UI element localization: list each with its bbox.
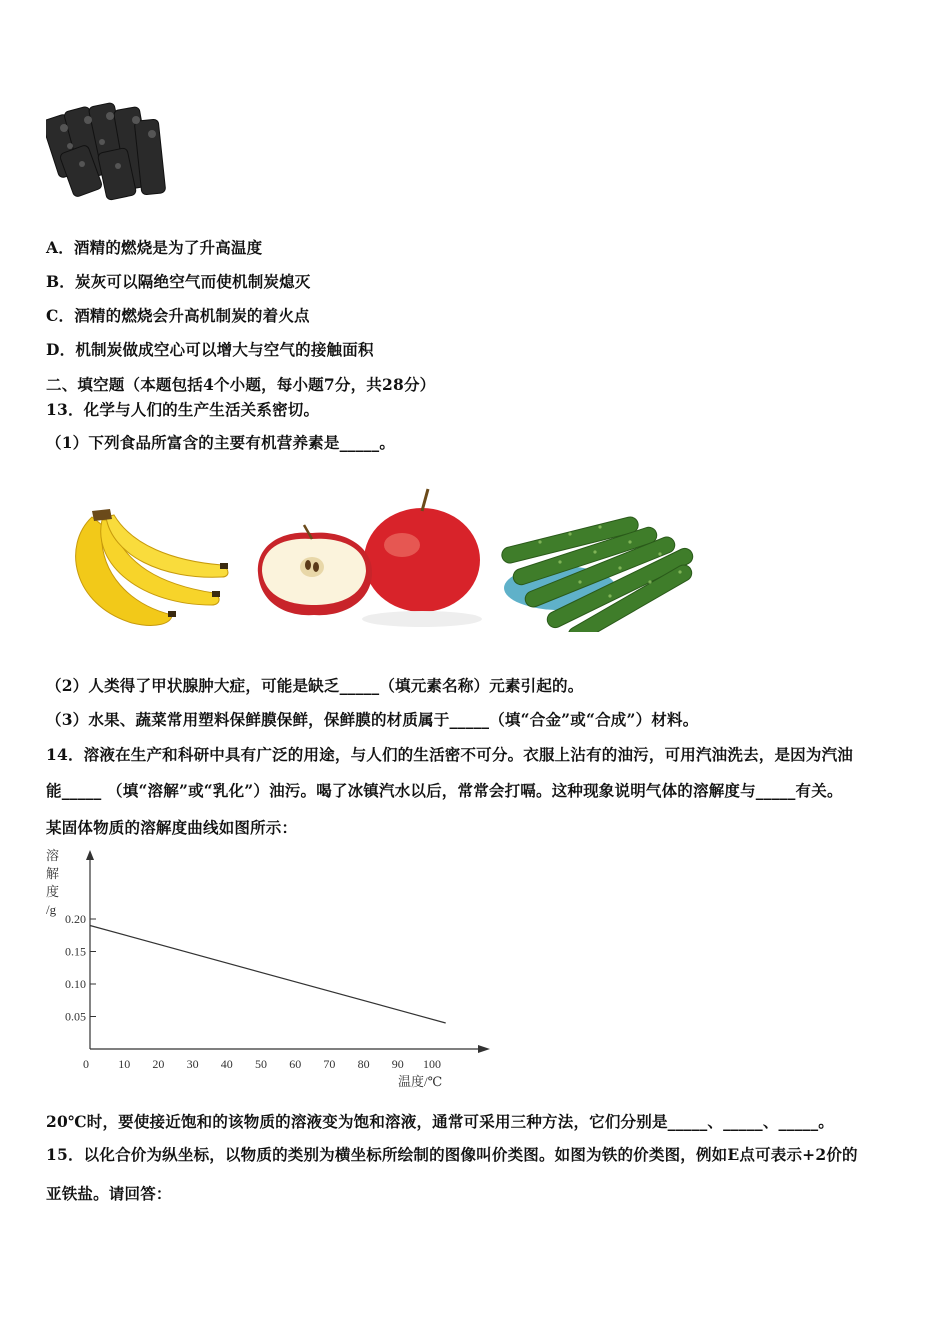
q14-line1: 14．溶液在生产和科研中具有广泛的用途，与人们的生活密不可分。衣服上沾有的油污，可用汽油洗去，是因为汽油 (46, 745, 853, 764)
x-axis-arrow (478, 1045, 490, 1053)
q14-line2: 能_____ （填“溶解”或“乳化”）油污。喝了冰镇汽水以后，常常会打嗝。这种现象说明气体的溶解度与_____有关。 (46, 781, 843, 800)
q13-part3: （3）水果、蔬菜常用塑料保鲜膜保鲜，保鲜膜的材质属于_____（填“合金”或“合成”）材料。 (46, 710, 699, 729)
x-tick-label: 20 (152, 1057, 165, 1071)
x-tick-label: 100 (423, 1057, 441, 1071)
q13-part1: （1）下列食品所富含的主要有机营养素是_____。 (46, 433, 396, 452)
y-axis-arrow (86, 850, 94, 860)
solubility-chart (44, 844, 496, 1092)
q14-line4: 20℃时，要使接近饱和的该物质的溶液变为饱和溶液，通常可采用三种方法，它们分别是_____、_____、_____。 (46, 1112, 834, 1131)
y-tick-label: 0.20 (65, 912, 86, 926)
y-tick-label: 0.05 (65, 1009, 86, 1024)
y-tick-label: 0.10 (65, 977, 86, 991)
x-tick-label: 0 (83, 1057, 89, 1071)
cucumber-image (500, 492, 705, 632)
option-d: D．机制炭做成空心可以增大与空气的接触面积 (46, 340, 374, 359)
x-tick-label: 60 (289, 1057, 302, 1071)
x-tick-label: 30 (186, 1057, 199, 1071)
solubility-curve (90, 926, 446, 1024)
y-tick-label: 0.15 (65, 944, 86, 959)
banana-image (62, 505, 232, 630)
x-tick-label: 10 (118, 1057, 131, 1071)
x-tick-label: 80 (357, 1057, 370, 1071)
x-tick-label: 70 (323, 1057, 336, 1071)
y-axis-label-char: 解 (46, 866, 60, 881)
x-tick-label: 90 (391, 1057, 404, 1071)
y-axis-label-char: 溶 (46, 848, 60, 863)
x-tick-label: 40 (220, 1057, 233, 1071)
q13-part2: （2）人类得了甲状腺肿大症，可能是缺乏_____（填元素名称）元素引起的。 (46, 676, 584, 695)
x-axis-label: 温度/℃ (398, 1074, 443, 1089)
section-heading: 二、填空题（本题包括4个小题，每小题7分，共28分） (46, 375, 436, 394)
y-axis-label (46, 848, 59, 917)
q14-line3: 某固体物质的溶解度曲线如图所示： (46, 818, 298, 837)
q15-line1: 15．以化合价为纵坐标，以物质的类别为横坐标所绘制的图像叫价类图。如图为铁的价类图，例如E点可表示+2价的 (46, 1145, 858, 1164)
apple-image (252, 485, 482, 635)
q15-line2: 亚铁盐。请回答： (46, 1184, 172, 1203)
x-tick-label: 50 (255, 1057, 267, 1071)
option-c: C．酒精的燃烧会升高机制炭的着火点 (46, 306, 310, 325)
charcoal-image (46, 98, 166, 206)
y-axis-label-char: 度 (46, 884, 60, 899)
q13-stem: 13．化学与人们的生产生活关系密切。 (46, 400, 320, 419)
option-a: A．酒精的燃烧是为了升高温度 (46, 238, 263, 257)
option-b: B．炭灰可以隔绝空气而使机制炭熄灭 (46, 272, 311, 291)
y-axis-label-char: /g (46, 902, 57, 917)
